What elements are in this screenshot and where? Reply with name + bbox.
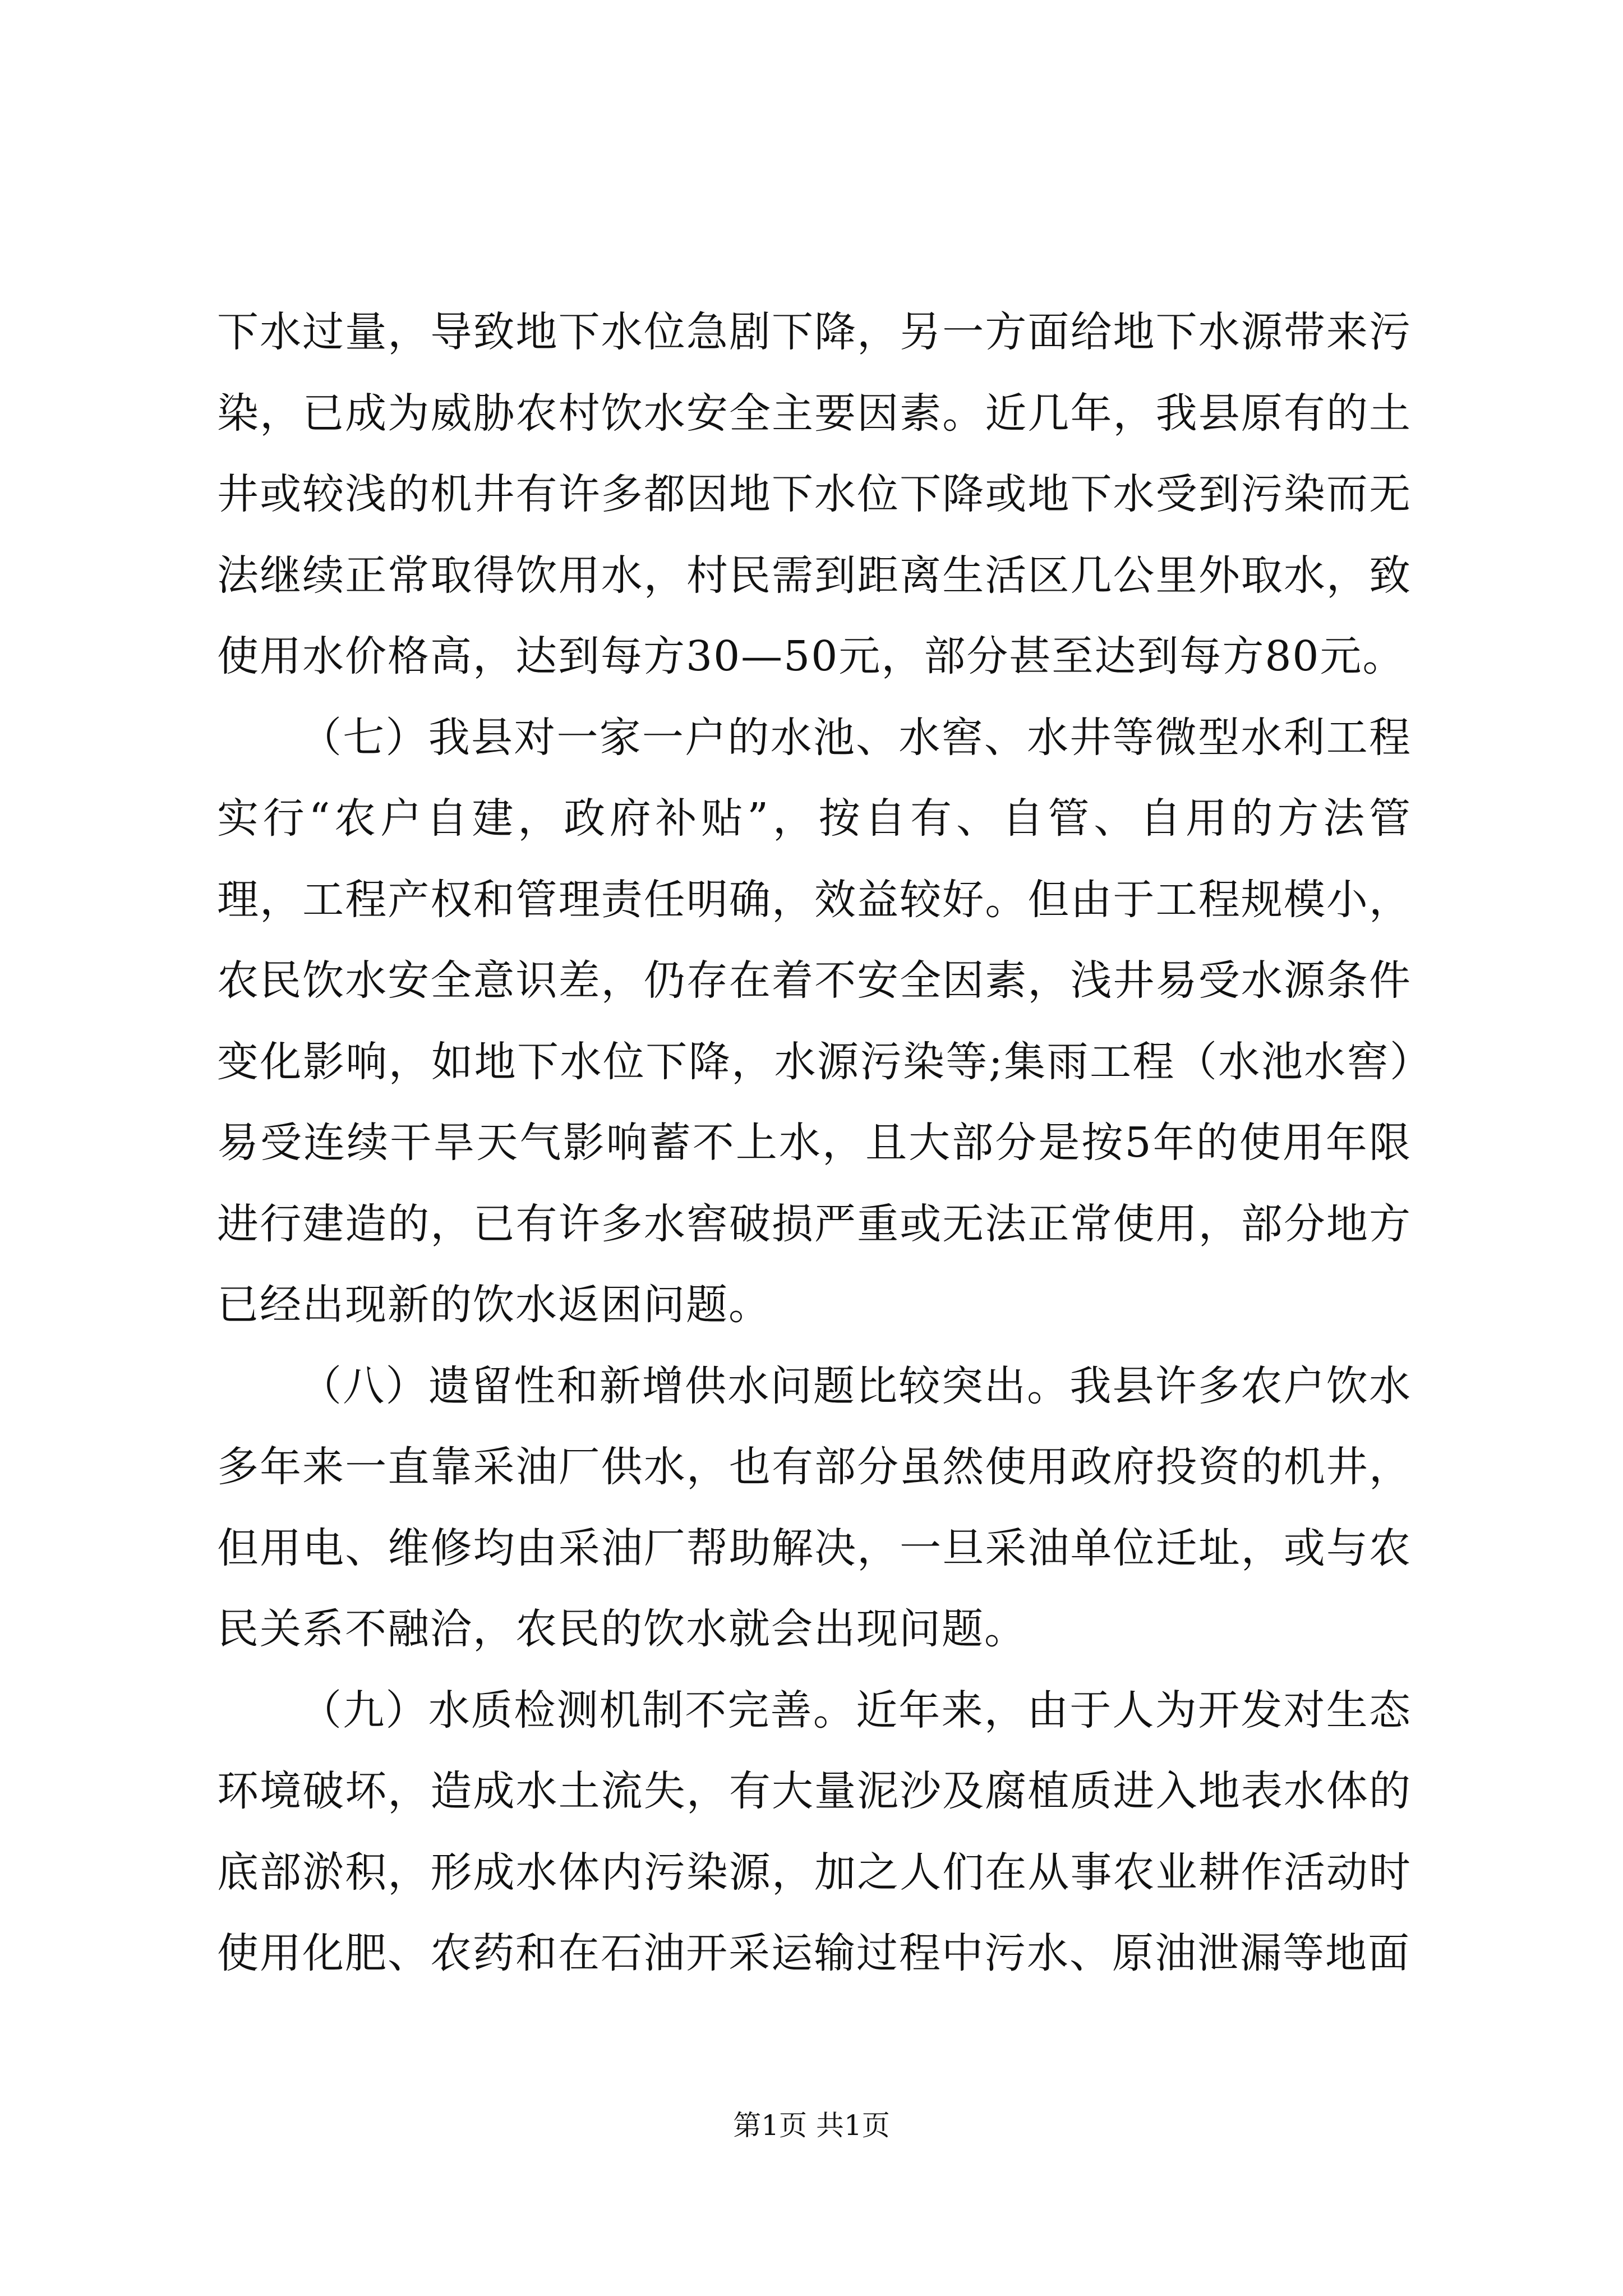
paragraph-section-9: （九）水质检测机制不完善。近年来，由于人为开发对生态环境破坏，造成水土流失，有大量泥沙及腐植质进入地表水体的底部淤积，形成水体内污染源，加之人们在从事农业耕作活动时使用化肥、农药和在石油开采运输过程中污水、原油泄漏等地面 <box>217 1686 1412 1977</box>
paragraph-section-8: （八）遗留性和新增供水问题比较突出。我县许多农户饮水多年来一直靠采油厂供水，也有部分虽然使用政府投资的机井，但用电、维修均由采油厂帮助解决，一旦采油单位迁址，或与农民关系不融洽，农民的饮水就会出现问题。 <box>217 1361 1412 1653</box>
paragraph-section-7: （七）我县对一家一户的水池、水窖、水井等微型水利工程实行“农户自建，政府补贴”，按自有、自管、自用的方法管理，工程产权和管理责任明确，效益较好。但由于工程规模小，农民饮水安全意识差，仍存在着不安全因素，浅井易受水源条件变化影响，如地下水位下降，水源污染等;集雨工程（水池水窖）易受连续干旱天气影响蓄不上水，且大部分是按5年的使用年限进行建造的，已有许多水窖破损严重或无法正常使用，部分地方已经出现新的饮水返困问题。 <box>217 713 1412 1329</box>
page-footer: 第1页 共1页 <box>733 2109 890 2142</box>
document-body <box>217 292 1412 1994</box>
paragraph-continuation: 下水过量，导致地下水位急剧下降，另一方面给地下水源带来污染，已成为威胁农村饮水安全主要因素。近几年，我县原有的土井或较浅的机井有许多都因地下水位下降或地下水受到污染而无法继续正常取得饮用水，村民需到距离生活区几公里外取水，致使用水价格高，达到每方30—50元，部分甚至达到每方80元。 <box>217 308 1412 680</box>
